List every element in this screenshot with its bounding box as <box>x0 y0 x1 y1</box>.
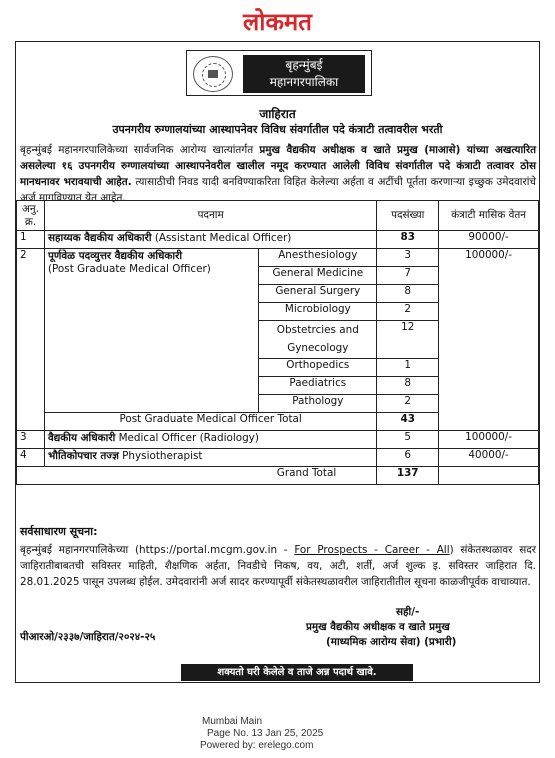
row1-post <box>44 231 376 249</box>
ad-subheading: उपनगरीय रुग्णालयांच्या आस्थापनेवर विविध संवर्गातील पदे कंत्राटी तत्वावरील भरती <box>112 123 443 136</box>
row1-post-mr: सहाय्यक वैद्यकीय अधिकारी <box>47 232 152 244</box>
posts-table <box>16 200 539 485</box>
footer-powered-by: Powered by: erelego.com <box>200 740 314 751</box>
intro-paragraph <box>20 142 536 206</box>
row4-post-mr: भौतिकोपचार तज्ज्ञ <box>47 450 119 462</box>
row4-salary: 40000/- <box>439 449 539 467</box>
row2-post-en: (Post Graduate Medical Officer) <box>47 263 211 275</box>
row1-salary: 90000/- <box>439 231 539 249</box>
header-count: पदसंख्या <box>377 201 439 231</box>
grand-total-count: 137 <box>377 467 439 485</box>
career-portal-link[interactable]: For Prospects - Career - All <box>294 544 450 556</box>
specialty-count: 12 <box>377 321 439 359</box>
footer-page-date: Page No. 13 Jan 25, 2025 <box>207 728 324 739</box>
specialty-count: 2 <box>377 303 439 321</box>
row4-count: 6 <box>377 449 439 467</box>
specialty-name: General Surgery <box>259 285 377 303</box>
general-instructions-heading: सर्वसाधारण सूचना: <box>20 525 98 538</box>
specialty-name: Paediatrics <box>259 377 377 395</box>
row1-count: 83 <box>377 231 439 249</box>
row2-salary: 100000/- <box>439 249 539 431</box>
grand-total-spacer <box>17 467 45 485</box>
row3-count: 5 <box>377 431 439 449</box>
table-row <box>17 467 539 485</box>
org-name-line1: बृहन्मुंबई <box>285 58 323 72</box>
health-tip-banner: शक्यतो घरी केलेले व ताजे अन्न पदार्थ खावे. <box>181 664 413 681</box>
reference-number: पीआरओ/२३३७/जाहिरात/२०२४-२५ <box>20 631 156 643</box>
specialty-count: 8 <box>377 285 439 303</box>
specialty-count: 1 <box>377 359 439 377</box>
intro-text-bold: प्रमुख वैद्यकीय अधीक्षक व खाते प्रमुख (माआसे) यांच्या अखत्यारित असलेल्या १६ उपनगरीय रुग्णालयांच्या आस्थापनेवरील खालील नमूद करण्यात आलेली विविध संवर्गातील पदे कंत्राटी तत्वावर ठोस मानधनावर भरावयाची आहेत. <box>20 144 536 188</box>
specialty-name: Microbiology <box>259 303 377 321</box>
row3-serial: 3 <box>17 431 45 449</box>
mcgm-logo-box <box>186 50 372 96</box>
specialty-name: General Medicine <box>259 267 377 285</box>
row2-serial: 2 <box>17 249 45 431</box>
row2-post <box>44 249 258 413</box>
general-text-1: बृहन्मुंबई महानगरपालिकेच्या (https://portal.mcgm.gov.in - <box>20 544 295 556</box>
table-row <box>17 231 539 249</box>
specialty-count: 8 <box>377 377 439 395</box>
row1-serial: 1 <box>17 231 45 249</box>
signature-line2: प्रमुख वैद्यकीय अधीक्षक व खाते प्रमुख <box>306 621 450 633</box>
row4-post-en: Physiotherapist <box>118 450 203 462</box>
row2-post-mr: पूर्णवेळ पदव्युत्तर वैद्यकीय अधिकारी <box>47 250 183 262</box>
ad-heading: जाहिरात <box>259 107 296 121</box>
row4-post <box>44 449 376 467</box>
lokmat-logo: लोकमत <box>243 8 312 36</box>
advertisement <box>15 41 540 683</box>
grand-total-label: Grand Total <box>44 467 376 485</box>
row1-post-en: (Assistant Medical Officer) <box>151 232 292 244</box>
intro-text-2: त्यासाठीची निवड यादी बनविण्याकरिता विहित केलेल्या अर्हता व अटींची पूर्तता करणाऱ्या इच्छुक उमेदवारांचे अर्ज मागविण्यात येत आहेत. <box>20 176 536 204</box>
intro-text-1: बृहन्मुंबई महानगरपालिकेच्या सार्वजनिक आरोग्य खात्यांतर्गत <box>20 144 260 156</box>
grand-total-empty <box>439 467 539 485</box>
general-text-2: ) संकेतस्थळावर सदर जाहिरातीबाबतची सविस्तर माहिती, शैक्षणिक अर्हता, निवडीचे निकष, वय, अटी, शर्ती, अर्ज शुल्क इ. सविस्तर जाहिरात दि. 28.01.2025 पासून उपलब्ध होईल. उमेदवारांनी अर्ज सादर करण्यापूर्वी संकेतस्थळावरील जाहिरातीतील सूचना काळजीपूर्वक वाचाव्यात. <box>20 544 536 588</box>
general-instructions-body <box>20 542 536 590</box>
pgmo-total-count: 43 <box>377 413 439 431</box>
header-post: पदनाम <box>44 201 376 231</box>
specialty-name: Obstetrcies and Gynecology <box>259 321 377 359</box>
specialty-name: Orthopedics <box>259 359 377 377</box>
row4-serial: 4 <box>17 449 45 467</box>
specialty-count: 7 <box>377 267 439 285</box>
footer-edition: Mumbai Main <box>202 716 263 727</box>
row3-post <box>44 431 376 449</box>
masthead <box>0 0 555 40</box>
row3-post-mr: वैद्यकीय अधिकारी <box>47 432 116 444</box>
org-name-block <box>243 55 365 93</box>
mcgm-seal-icon <box>193 56 233 92</box>
specialty-count: 3 <box>377 249 439 267</box>
specialty-name: Anesthesiology <box>259 249 377 267</box>
table-row <box>17 249 539 267</box>
table-header-row <box>17 201 539 231</box>
row3-post-en: Medical Officer (Radiology) <box>115 432 259 444</box>
specialty-name: Pathology <box>259 395 377 413</box>
signature-line3: (माध्यमिक आरोग्य सेवा) (प्रभारी) <box>326 636 457 648</box>
header-salary: कंत्राटी मासिक वेतन <box>439 201 539 231</box>
table-row <box>17 431 539 449</box>
signature-line1: सही/- <box>396 606 420 618</box>
table-row <box>17 449 539 467</box>
row3-salary: 100000/- <box>439 431 539 449</box>
header-serial: अनु. क्र. <box>17 201 45 231</box>
pgmo-total-label: Post Graduate Medical Officer Total <box>44 413 376 431</box>
specialty-count: 2 <box>377 395 439 413</box>
org-name-line2: महानगरपालिका <box>269 75 339 89</box>
